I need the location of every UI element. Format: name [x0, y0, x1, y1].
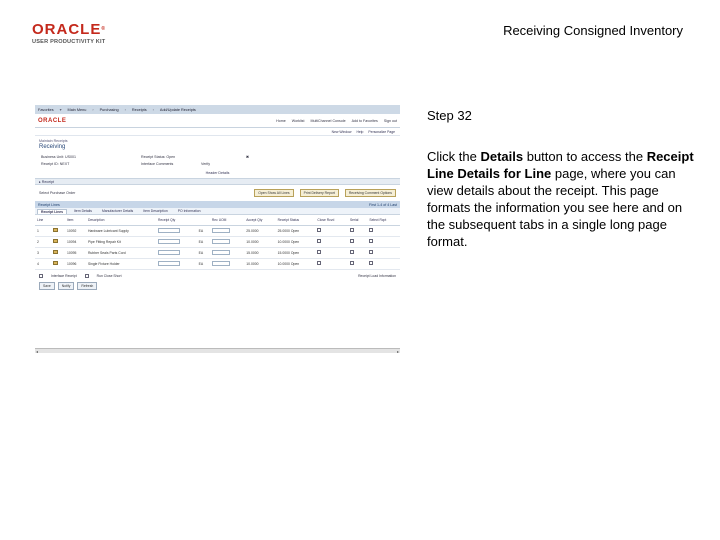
- col-close-rcvd: Close Rcvd: [315, 215, 348, 225]
- rec-uom-input[interactable]: [212, 228, 230, 233]
- col-select-rcpt: Select Rcpt: [367, 215, 400, 225]
- table-row: 4 10096 Single Fixture Holder EA 10.0000 10.0000 Open: [35, 258, 400, 269]
- tab-item-details[interactable]: Item Details: [74, 209, 92, 213]
- tab-receipt-lines[interactable]: Receipt Lines: [37, 209, 67, 214]
- breadcrumb[interactable]: Maintain Receipts: [39, 139, 68, 143]
- interface-receipt-checkbox[interactable]: [39, 274, 43, 278]
- receipt-qty-input[interactable]: [158, 261, 180, 266]
- serial-checkbox[interactable]: [350, 239, 354, 243]
- oracle-brand: ORACLE: [38, 117, 67, 124]
- delete-icon[interactable]: ✖: [246, 155, 250, 159]
- receipt-lines-table: [35, 215, 400, 270]
- step-description: Click the Details button to access the Receipt Line Details for Line page, where you can view details about the receipt. This page formats the information you see here and on the subsequent tabs in a single long page format.: [427, 149, 694, 249]
- nav-favorites[interactable]: Favorites: [38, 107, 54, 112]
- oracle-logo-word: ORACLE®: [32, 21, 107, 38]
- receiving-comment-options-button[interactable]: Receiving Comment Options: [345, 189, 396, 197]
- rec-uom-input[interactable]: [212, 250, 230, 255]
- select-rcpt-checkbox[interactable]: [369, 228, 373, 232]
- close-rcvd-checkbox[interactable]: [317, 261, 321, 265]
- print-delivery-report-button[interactable]: Print Delivery Report: [300, 189, 339, 197]
- receipt-footer-options: [35, 270, 400, 282]
- col-rec-uom: Rec UOM: [210, 215, 244, 225]
- table-row: 2 10094 Pipe Fitting Repair Kit EA 10.0000 10.0000 Open: [35, 236, 400, 247]
- horizontal-scrollbar[interactable]: [35, 348, 400, 353]
- close-rcvd-checkbox[interactable]: [317, 228, 321, 232]
- nav-add-update-receipts[interactable]: Add/Update Receipts: [159, 107, 196, 112]
- grid-pagination[interactable]: First 1-4 of 4 Last: [369, 202, 397, 207]
- application-screenshot: [35, 105, 400, 353]
- rec-uom-input[interactable]: [212, 239, 230, 244]
- link-add-to-favorites[interactable]: Add to Favorites: [351, 118, 378, 123]
- nav-receipts[interactable]: Receipts: [131, 107, 147, 112]
- header-details-link[interactable]: Header Details: [205, 171, 230, 175]
- slide-title: Receiving Consigned Inventory: [503, 23, 683, 38]
- run-close-short-label: Run Close Short: [96, 273, 122, 278]
- receipt-qty-input[interactable]: [158, 239, 180, 244]
- receipt-status-field: Receipt Status: Open: [141, 155, 176, 159]
- link-new-window[interactable]: New Window: [331, 129, 352, 134]
- col-serial: Serial: [348, 215, 367, 225]
- receipt-line-details-reference: Receipt Line Details for Line: [427, 149, 694, 181]
- details-icon[interactable]: [53, 239, 58, 243]
- serial-checkbox[interactable]: [350, 228, 354, 232]
- notify-button[interactable]: Notify: [58, 282, 75, 290]
- col-line: Line: [35, 215, 51, 225]
- select-rcpt-checkbox[interactable]: [369, 250, 373, 254]
- tab-item-description[interactable]: Item Description: [143, 209, 168, 213]
- receipt-button-row: [35, 185, 400, 201]
- interface-comments-link[interactable]: Interface Comments: [141, 162, 174, 166]
- table-row: 3 10095 Rubber Seals Parts Cord EA 15.0000 15.0000 Open: [35, 247, 400, 258]
- tab-po-information[interactable]: PO Information: [177, 209, 201, 213]
- receipt-section-header[interactable]: ▸ Receipt: [35, 178, 400, 185]
- refresh-button[interactable]: Refresh: [77, 282, 97, 290]
- scroll-right-icon[interactable]: ▸: [396, 348, 399, 353]
- receipt-id-field: Receipt ID: NEXT: [41, 162, 70, 166]
- link-personalize-page[interactable]: Personalize Page: [368, 129, 395, 134]
- run-close-short-checkbox[interactable]: [85, 274, 89, 278]
- nav-purchasing[interactable]: Purchasing: [99, 107, 119, 112]
- receipt-load-information-link[interactable]: Receipt Load Information: [358, 273, 396, 278]
- close-rcvd-checkbox[interactable]: [317, 239, 321, 243]
- save-button[interactable]: Save: [39, 282, 55, 290]
- link-worklist[interactable]: Worklist: [291, 118, 305, 123]
- col-accept-qty: Accept Qty: [244, 215, 275, 225]
- upk-logo-subtitle: USER PRODUCTIVITY KIT: [32, 39, 106, 45]
- receipt-lines-grid-header: [35, 201, 400, 208]
- page-title: Receiving: [39, 144, 66, 150]
- details-icon[interactable]: [53, 261, 58, 265]
- interface-receipt-label: Interface Receipt: [51, 273, 77, 278]
- serial-checkbox[interactable]: [350, 261, 354, 265]
- page-links-bar: [35, 128, 400, 136]
- receipt-header-fields: [35, 151, 400, 170]
- scroll-left-icon[interactable]: ◂: [36, 348, 39, 353]
- page-action-buttons: [35, 282, 400, 290]
- select-rcpt-checkbox[interactable]: [369, 239, 373, 243]
- details-button-reference: Details: [480, 149, 524, 164]
- step-label: Step 32: [427, 108, 472, 123]
- table-row: 1 10092 Hardware Lubricant Supply EA 25.0000 25.0000 Open: [35, 225, 400, 236]
- grid-tabs: [35, 208, 400, 215]
- col-description: Description: [86, 215, 156, 225]
- oracle-upk-logo: [32, 22, 132, 45]
- brand-bar: [35, 114, 400, 128]
- show-all-lines-button[interactable]: Open Show All Lines: [254, 189, 293, 197]
- col-receipt-qty: Receipt Qty: [156, 215, 197, 225]
- grid-title: Receipt Lines: [38, 202, 60, 207]
- select-rcpt-checkbox[interactable]: [369, 261, 373, 265]
- table-header-row: [35, 215, 400, 225]
- details-icon[interactable]: [53, 228, 58, 232]
- tab-manufacturer-details[interactable]: Manufacturer Details: [101, 209, 134, 213]
- col-item: Item: [65, 215, 86, 225]
- serial-checkbox[interactable]: [350, 250, 354, 254]
- link-multichannel-console[interactable]: MultiChannel Console: [310, 118, 346, 123]
- select-purchase-order-link[interactable]: Select Purchase Order: [39, 191, 76, 195]
- col-receipt-status: Receipt Status: [276, 215, 316, 225]
- link-sign-out[interactable]: Sign out: [383, 118, 397, 123]
- top-navigation: Favorites ▾ Main Menu › Purchasing › Receipts › Add/Update Receipts: [35, 105, 400, 114]
- receipt-qty-input[interactable]: [158, 228, 180, 233]
- rec-uom-input[interactable]: [212, 261, 230, 266]
- details-icon[interactable]: [53, 250, 58, 254]
- link-home[interactable]: Home: [276, 118, 286, 123]
- close-rcvd-checkbox[interactable]: [317, 250, 321, 254]
- verify-link[interactable]: Verify: [201, 162, 210, 166]
- receipt-qty-input[interactable]: [158, 250, 180, 255]
- business-unit-field: Business Unit: US001: [41, 155, 76, 159]
- link-help[interactable]: Help: [356, 129, 364, 134]
- nav-main-menu[interactable]: Main Menu: [67, 107, 87, 112]
